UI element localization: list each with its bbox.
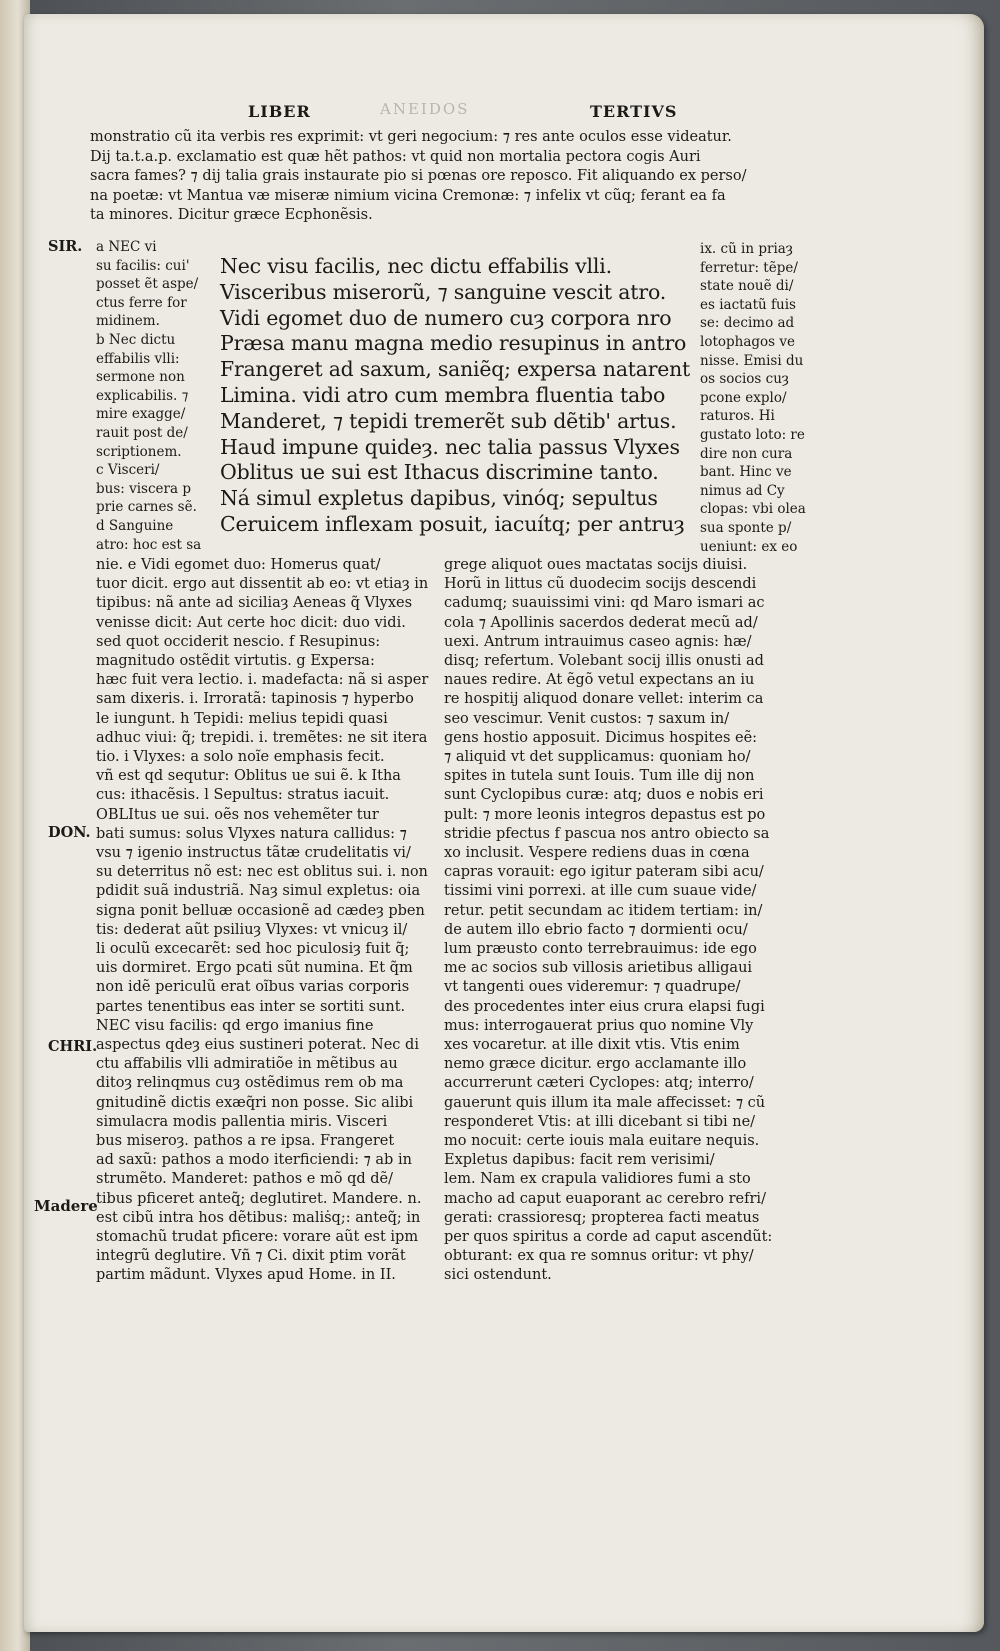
commentary-line: NEC visu facilis: qd ergo imanius fine — [96, 1017, 374, 1034]
commentary-line: sici ostendunt. — [444, 1267, 552, 1284]
left-gloss-line: bus: viscera p — [96, 480, 191, 497]
speaker-label-don: DON. — [48, 824, 91, 841]
speaker-label-chri: CHRI. — [48, 1038, 98, 1055]
commentary-line: de autem illo ebrio facto ⁊ dormienti ocu/ — [444, 921, 748, 938]
commentary-line: per quos spiritus a corde ad caput ascendũt: — [444, 1229, 773, 1245]
show-through-text: ANEIDOS — [380, 100, 470, 118]
verse-line: Ceruicem inflexam posuit, iacuítq; per antruȝ — [220, 512, 685, 536]
commentary-line: li oculũ excecarẽt: sed hoc piculosiȝ fuit q̃; — [96, 941, 410, 957]
commentary-line: vñ est qd sequtur: Oblitus ue sui ẽ. k Itha — [96, 768, 401, 785]
verse-line: Frangeret ad saxum, saniẽq; expersa natarent — [220, 357, 691, 382]
commentary-line: bus miseroȝ. pathos a re ipsa. Frangeret — [96, 1133, 395, 1149]
commentary-line: tibus pficeret anteq̃; deglutiret. Mandere. n. — [96, 1190, 422, 1207]
commentary-line: sed quot occiderit nescio. f Resupinus: — [96, 633, 381, 650]
left-gloss-line: mire exagge/ — [96, 406, 186, 423]
right-gloss-line: ferretur: tẽpe/ — [700, 259, 798, 276]
commentary-line: obturant: ex qua re somnus oritur: vt phy/ — [444, 1248, 754, 1265]
commentary-line: gerati: crassioresq; propterea facti meatus — [444, 1209, 760, 1226]
left-gloss-line: atro: hoc est sa — [96, 536, 202, 553]
right-gloss-line: clopas: vbi olea — [700, 501, 806, 518]
commentary-line: nemo græce dicitur. ergo acclamante illo — [444, 1056, 747, 1073]
intro-line: ta minores. Dicitur græce Ecphonẽsis. — [90, 207, 373, 223]
commentary-line: strumẽto. Manderet: pathos e mõ qd dẽ/ — [96, 1171, 393, 1188]
commentary-line: su deterritus nõ est: nec est oblitus sui. i. non — [96, 864, 428, 881]
left-gloss-line: rauit post de/ — [96, 425, 188, 441]
intro-line: sacra fames? ⁊ dij talia grais instaurate pio si pœnas ore reposco. Fit aliquando ex perso/ — [90, 168, 747, 184]
left-gloss-line: a NEC vi — [96, 239, 157, 255]
running-head-left: LIBER — [248, 102, 311, 121]
commentary-line: magnitudo ostẽdit virtutis. g Expersa: — [96, 653, 375, 669]
verse-line: Haud impune quideȝ. nec talia passus Vlyxes — [220, 434, 680, 459]
right-gloss-line: raturos. Hi — [700, 408, 775, 425]
left-gloss-line: su facilis: cui' — [96, 257, 190, 274]
commentary-line: ⁊ aliquid vt det supplicamus: quoniam ho/ — [444, 749, 751, 765]
commentary-line: ad saxũ: pathos a modo iterficiendi: ⁊ ab in — [96, 1152, 412, 1169]
left-gloss-line: b Nec dictu — [96, 332, 176, 348]
commentary-line: Expletus dapibus: facit rem verisimi/ — [444, 1152, 715, 1169]
commentary-line: lem. Nam ex crapula validiores fumi a sto — [444, 1171, 751, 1188]
verse-line: Visceribus miserorũ, ⁊ sanguine vescit atro. — [220, 279, 667, 304]
commentary-line: mo nocuit: certe iouis mala euitare nequis. — [444, 1133, 760, 1149]
left-gloss-line: posset ẽt aspe/ — [96, 276, 199, 293]
speaker-label-sir: SIR. — [48, 238, 83, 255]
commentary-line: tio. i Vlyxes: a solo noĩe emphasis fecit. — [96, 749, 385, 765]
commentary-line: uexi. Antrum intrauimus caseo agnis: hæ/ — [444, 633, 752, 650]
commentary-line: partes tenentibus eas inter se sortiti sunt. — [96, 998, 406, 1015]
commentary-line: tissimi vini porrexi. at ille cum suaue vide/ — [444, 883, 757, 900]
commentary-line: gauerunt quis illum ita male affecisset: ⁊ cũ — [444, 1094, 766, 1111]
verse-line: Manderet, ⁊ tepidi tremerẽt sub dẽtib' artus. — [220, 408, 677, 433]
commentary-line: vsu ⁊ igenio instructus tãtæ crudelitatis vi/ — [96, 845, 411, 861]
commentary-line: disq; refertum. Volebant socij illis onusti ad — [444, 653, 764, 669]
speaker-label-madere: Madere — [34, 1197, 98, 1215]
commentary-line: spites in tutela sunt Iouis. Tum ille dij non — [444, 768, 755, 785]
commentary-line: tuor dicit. ergo aut dissentit ab eo: vt etiaȝ in — [96, 576, 429, 593]
commentary-line: hæc fuit vera lectio. i. madefacta: nã si asper — [96, 672, 429, 689]
right-gloss-line: se: decimo ad — [700, 315, 795, 332]
commentary-line: stridie pfectus f pascua nos antro obiecto sa — [444, 825, 770, 842]
commentary-line: venisse dicit: Aut certe hoc dicit: duo vidi. — [96, 614, 406, 631]
right-gloss-line: lotophagos ve — [700, 334, 795, 350]
intro-line: monstratio cũ ita verbis res exprimit: vt geri negocium: ⁊ res ante oculos esse videatur. — [90, 129, 732, 145]
commentary-line: partim mãdunt. Vlyxes apud Home. in II. — [96, 1267, 396, 1284]
commentary-line: tis: dederat aũt psiliuȝ Vlyxes: vt vnicuȝ il/ — [96, 921, 408, 938]
commentary-line: tipibus: nã ante ad siciliaȝ Aeneas q̃ Vlyxes — [96, 595, 413, 612]
commentary-line: Horũ in littus cũ duodecim socijs descendi — [444, 576, 757, 593]
right-gloss-line: sua sponte p/ — [700, 520, 792, 536]
commentary-line: pult: ⁊ more leonis integros depastus est po — [444, 806, 766, 823]
left-gloss-line: sermone non — [96, 369, 185, 386]
right-gloss-line: pcone explo/ — [700, 389, 787, 406]
commentary-line: responderet Vtis: at illi dicebant si tibi ne/ — [444, 1113, 756, 1130]
commentary-line: simulacra modis pallentia miris. Visceri — [96, 1113, 388, 1130]
commentary-line: xes vocaretur. at ille dixit vtis. Vtis enim — [444, 1037, 740, 1053]
commentary-line: macho ad caput euaporant ac cerebro refri/ — [444, 1190, 766, 1207]
commentary-line: naues redire. At ẽgõ vetul expectans an iu — [444, 672, 755, 689]
commentary-line: adhuc viui: q̃; trepidi. i. tremẽtes: ne sit itera — [96, 729, 428, 746]
left-gloss-line: explicabilis. ⁊ — [96, 387, 189, 404]
left-gloss-line: d Sanguine — [96, 518, 174, 534]
commentary-line: xo inclusit. Vespere rediens duas in cœna — [444, 845, 750, 861]
commentary-line: pdidit suã industriã. Naȝ simul expletus: oia — [96, 883, 421, 900]
verse-line: Ná simul expletus dapibus, vinóq; sepultus — [220, 486, 658, 511]
commentary-line: est cibũ intra hos dẽtibus: maliṡq;: anteq̃; in — [96, 1209, 421, 1226]
commentary-line: ditoȝ relinqmus cuȝ ostẽdimus rem ob ma — [96, 1075, 404, 1092]
commentary-line: non idẽ periculũ erat oĩbus varias corporis — [96, 979, 410, 996]
right-gloss-line: gustato loto: re — [700, 427, 805, 443]
commentary-line: vt tangenti oues videremur: ⁊ quadrupe/ — [444, 979, 741, 996]
commentary-line: accurrerunt cæteri Cyclopes: atq; interro/ — [444, 1075, 754, 1092]
right-gloss-line: dire non cura — [700, 445, 793, 462]
left-gloss-line: ctus ferre for — [96, 294, 187, 311]
left-gloss-line: effabilis vlli: — [96, 350, 180, 367]
right-gloss-line: ueniunt: ex eo — [700, 538, 798, 555]
commentary-line: stomachũ trudat pficere: vorare aũt est ipm — [96, 1229, 419, 1245]
right-gloss-line: ix. cũ in priaȝ — [700, 241, 793, 257]
commentary-line: sam dixeris. i. Irroratã: tapinosis ⁊ hyperbo — [96, 691, 414, 708]
commentary-line: mus: interrogauerat prius quo nomine Vly — [444, 1017, 754, 1034]
commentary-line: integrũ deglutire. Vñ ⁊ Ci. dixit ptim vorãt — [96, 1248, 406, 1265]
commentary-line: retur. petit secundam ac itidem tertiam: in/ — [444, 902, 763, 919]
commentary-line: gnitudinẽ dictis exæq̃ri non posse. Sic alibi — [96, 1094, 414, 1111]
commentary-line: cadumq; suauissimi vini: qd Maro ismari ac — [444, 595, 765, 612]
commentary-line: aspectus qdeȝ eius sustineri poterat. Nec di — [96, 1037, 419, 1053]
right-gloss-line: es iactatũ fuis — [700, 296, 796, 313]
commentary-line: grege aliquot oues mactatas socijs diuisi. — [444, 557, 748, 573]
right-gloss-line: state nouẽ di/ — [700, 278, 794, 295]
left-gloss-line: scriptionem. — [96, 443, 182, 460]
right-gloss-line: nisse. Emisi du — [700, 352, 804, 369]
running-head-right: TERTIVS — [590, 102, 678, 121]
commentary-line: nie. e Vidi egomet duo: Homerus quat/ — [96, 557, 381, 573]
intro-line: na poetæ: vt Mantua væ miseræ nimium vicina Cremonæ: ⁊ infelix vt cũq; ferant ea fa — [90, 187, 726, 204]
left-gloss-line: c Visceri/ — [96, 462, 160, 479]
commentary-line: uis dormiret. Ergo pcati sũt numina. Et q̃m — [96, 960, 413, 977]
commentary-line: capras vorauit: ego igitur pateram sibi acu/ — [444, 864, 764, 881]
right-gloss-line: nimus ad Cy — [700, 482, 785, 499]
commentary-line: cola ⁊ Apollinis sacerdos dederat mecũ ad/ — [444, 614, 758, 631]
verse-line: Vidi egomet duo de numero cuȝ corpora nro — [220, 305, 672, 330]
commentary-line: signa ponit belluæ occasionẽ ad cædeȝ pben — [96, 902, 425, 919]
commentary-line: cus: ithacẽsis. l Sepultus: stratus iacuit. — [96, 787, 390, 804]
commentary-line: bati sumus: solus Vlyxes natura callidus: ⁊ — [96, 825, 407, 842]
commentary-line: re hospitij aliquod donare vellet: interim ca — [444, 691, 764, 708]
right-gloss-line: os socios cuȝ — [700, 371, 789, 388]
commentary-line: seo vescimur. Venit custos: ⁊ saxum in/ — [444, 710, 730, 727]
intro-line: Dij ta.t.a.p. exclamatio est quæ hẽt pathos: vt quid non mortalia pectora cogis Auri — [90, 148, 701, 165]
commentary-line: OBLItus ue sui. oẽs nos vehemẽter tur — [96, 806, 379, 823]
left-gloss-line: midinem. — [96, 313, 160, 330]
verse-line: Limina. vidi atro cum membra fluentia tabo — [220, 383, 666, 407]
commentary-line: le iungunt. h Tepidi: melius tepidi quasi — [96, 710, 388, 727]
verse-line: Nec visu facilis, nec dictu effabilis vlli. — [220, 254, 612, 278]
commentary-line: sunt Cyclopibus curæ: atq; duos e nobis eri — [444, 787, 764, 804]
left-gloss-line: prie carnes sẽ. — [96, 499, 197, 516]
verse-line: Oblitus ue sui est Ithacus discrimine tanto. — [220, 460, 659, 485]
right-gloss-line: bant. Hinc ve — [700, 464, 792, 481]
verse-line: Præsa manu magna medio resupinus in antro — [220, 331, 687, 356]
commentary-line: lum præusto conto terrebrauimus: ide ego — [444, 941, 757, 957]
commentary-line: gens hostio apposuit. Dicimus hospites eẽ: — [444, 729, 758, 746]
commentary-line: me ac socios sub villosis arietibus alligaui — [444, 960, 753, 977]
commentary-line: des procedentes inter eius crura elapsi fugi — [444, 998, 765, 1015]
commentary-line: ctu affabilis vlli admiratiõe in mẽtibus au — [96, 1056, 398, 1073]
